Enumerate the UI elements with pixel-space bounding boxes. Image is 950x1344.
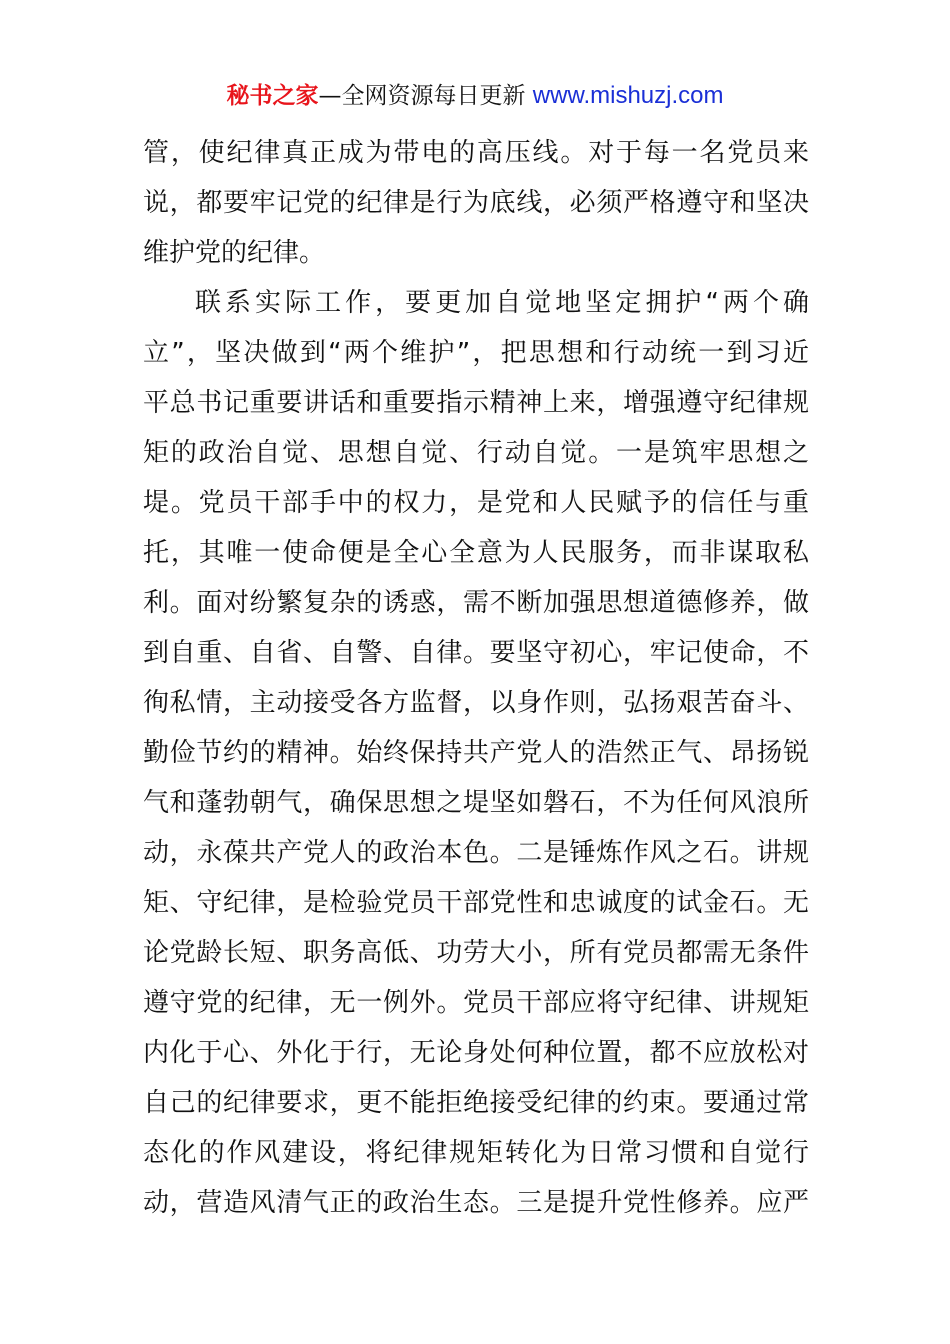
text-line: 平总书记重要讲话和重要指示精神上来，增强遵守纪律规 xyxy=(143,388,809,418)
text-line xyxy=(143,1278,809,1328)
text-line: 矩、守纪律，是检验党员干部党性和忠诚度的试金石。无 xyxy=(143,888,809,918)
text-line xyxy=(143,1228,809,1278)
text-line: 利。面对纷繁复杂的诱惑，需不断加强思想道德修养，做 xyxy=(143,588,809,618)
paragraph-1 xyxy=(143,128,809,278)
text-line: 气和蓬勃朝气，确保思想之堤坚如磐石，不为任何风浪所 xyxy=(143,788,809,818)
text-line: 矩的政治自觉、思想自觉、行动自觉。一是筑牢思想之 xyxy=(143,438,809,468)
site-header xyxy=(0,80,950,112)
text-line: 堤。党员干部手中的权力，是党和人民赋予的信任与重 xyxy=(143,488,809,518)
text-line: 遵守党的纪律，无一例外。党员干部应将守纪律、讲规矩 xyxy=(143,988,809,1018)
text-line: 内化于心、外化于行，无论身处何种位置，都不应放松对 xyxy=(143,1038,809,1068)
site-tagline: —全网资源每日更新 xyxy=(318,83,526,109)
text-line: 管，使纪律真正成为带电的高压线。对于每一名党员来 xyxy=(143,138,809,168)
text-line: 联系实际工作，要更加自觉地坚定拥护“两个确 xyxy=(195,288,809,318)
text-line: 动，永葆共产党人的政治本色。二是锤炼作风之石。讲规 xyxy=(143,838,809,868)
document-body xyxy=(143,128,809,1328)
text-line: 论党龄长短、职务高低、功劳大小，所有党员都需无条件 xyxy=(143,938,809,968)
text-line: 说，都要牢记党的纪律是行为底线，必须严格遵守和坚决 xyxy=(143,188,809,218)
text-line: 立”，坚决做到“两个维护”，把思想和行动统一到习近 xyxy=(143,338,809,368)
text-line: 维护党的纪律。 xyxy=(143,238,326,268)
text-line: 自己的纪律要求，更不能拒绝接受纪律的约束。要通过常 xyxy=(143,1088,809,1118)
text-line: 态化的作风建设，将纪律规矩转化为日常习惯和自觉行 xyxy=(143,1138,809,1168)
paragraph-2 xyxy=(143,278,809,1328)
site-brand: 秘书之家 xyxy=(226,83,319,109)
text-line: 托，其唯一使命便是全心全意为人民服务，而非谋取私 xyxy=(143,538,809,568)
text-line: 勤俭节约的精神。始终保持共产党人的浩然正气、昂扬锐 xyxy=(143,738,809,768)
text-line: 到自重、自省、自警、自律。要坚守初心，牢记使命，不 xyxy=(143,638,809,668)
text-line: 徇私情，主动接受各方监督，以身作则，弘扬艰苦奋斗、 xyxy=(143,688,809,718)
site-url-link[interactable]: www.mishuzj.com xyxy=(532,82,724,109)
text-line: 动，营造风清气正的政治生态。三是提升党性修养。应严 xyxy=(143,1188,809,1218)
